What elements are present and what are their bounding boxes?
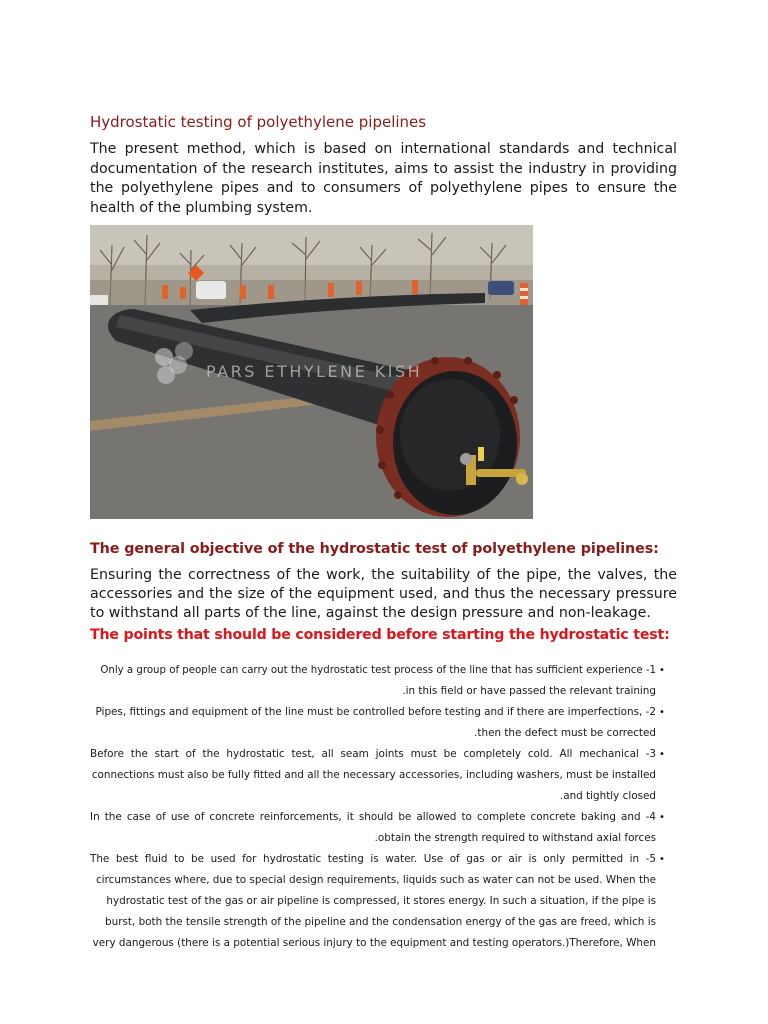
list-item <box>90 744 677 807</box>
list-item-line: Before the start of the hydrostatic test, all seam joints must be completely cold. All mechanical -3 <box>90 748 656 760</box>
list-item <box>90 849 677 954</box>
list-item-line: very dangerous (there is a potential serious injury to the equipment and testing operators.)Therefore, When <box>92 937 656 949</box>
list-item-line: The best fluid to be used for hydrostatic testing is water. Use of gas or air is only permitted in -5 <box>90 853 656 865</box>
list-item-line: Only a group of people can carry out the hydrostatic test process of the line that has sufficient experience -1 <box>100 665 656 676</box>
list-item-line: .obtain the strength required to withstand axial forces <box>374 832 656 844</box>
objective-paragraph: Ensuring the correctness of the work, the suitability of the pipe, the valves, the accessories and the size of the equipment used, and thus the necessary pressure to withstand all parts of the line, against the design pressure and non-leakage. <box>90 567 677 621</box>
bullet-icon: • <box>659 707 665 718</box>
list-item-line: connections must also be fully fitted and all the necessary accessories, including washers, must be installed <box>91 769 656 781</box>
list-item <box>90 807 677 849</box>
list-item-line: burst, both the tensile strength of the pipeline and the condensation energy of the gas are freed, which is <box>105 916 656 928</box>
list-item <box>90 702 677 744</box>
bullet-icon: • <box>659 665 665 676</box>
list-item-line: circumstances where, due to special design requirements, liquids such as water can not be used. When the <box>95 874 656 886</box>
list-item <box>90 660 677 702</box>
list-item-line: .and tightly closed <box>559 790 656 802</box>
objective-heading: The general objective of the hydrostatic test of polyethylene pipelines: <box>90 541 659 557</box>
bullet-icon: • <box>659 854 665 865</box>
bullet-icon: • <box>659 812 665 823</box>
points-list <box>90 660 677 954</box>
photo-watermark: PARS ETHYLENE KISH <box>206 362 423 381</box>
points-heading: The points that should be considered before starting the hydrostatic test: <box>90 627 670 643</box>
list-item-line: .then the defect must be corrected <box>474 727 656 739</box>
pipeline-photo <box>90 225 533 519</box>
intro-paragraph: The present method, which is based on international standards and technical documentation of the research institutes, aims to assist the industry in providing the polyethylene pipes and to consumers of polyethylene pipes to ensure the health of the plumbing system. <box>90 141 677 216</box>
list-item-line: hydrostatic test of the gas or air pipeline is compressed, it stores energy. In such a situation, if the pipe is <box>106 895 656 907</box>
list-item-line: In the case of use of concrete reinforcements, it should be allowed to complete concrete baking and -4 <box>90 811 656 823</box>
list-item-line: .in this field or have passed the relevant training <box>402 685 656 697</box>
page-title: Hydrostatic testing of polyethylene pipelines <box>90 113 427 131</box>
list-item-line: Pipes, fittings and equipment of the line must be controlled before testing and if there are imperfections, -2 <box>95 706 656 718</box>
bullet-icon: • <box>659 749 665 760</box>
